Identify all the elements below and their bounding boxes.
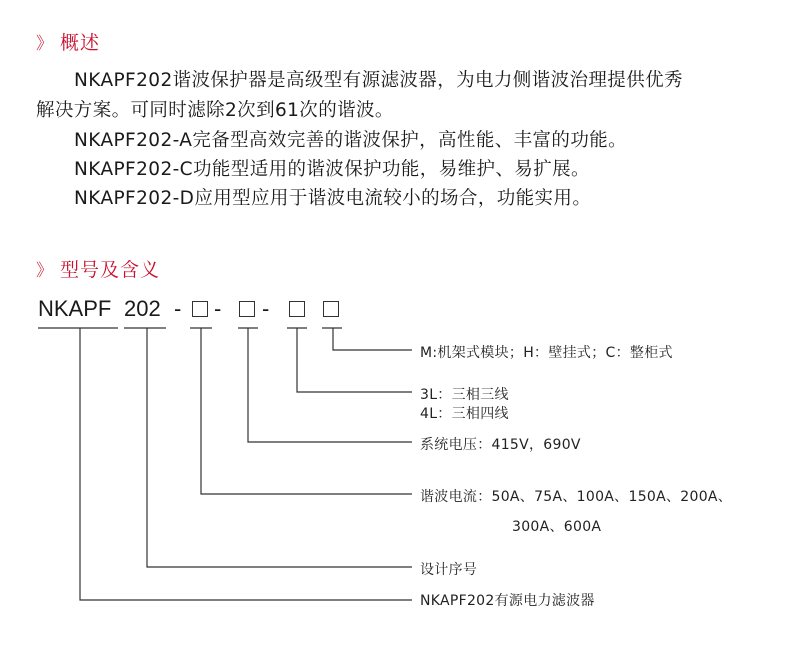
overview-line-4: NKAPF202-C功能型适用的谐波保护功能，易维护、易扩展。 [74,159,590,180]
legend-mounting: M:机架式模块；H：壁挂式；C：整柜式 [420,345,673,361]
overview-line-3: NKAPF202-A完备型高效完善的谐波保护，高性能、丰富的功能。 [74,130,628,151]
overview-line-5: NKAPF202-D应用型应用于谐波电流较小的场合，功能实用。 [74,188,592,209]
model-prefix: NKAPF [38,296,112,321]
legend-lines-4: 4L：三相四线 [420,406,509,422]
legend-design: 设计序号 [420,562,478,578]
section-title: 概述 [60,32,101,54]
chevron-mark-icon: 》 [36,34,54,54]
legend-current-1: 谐波电流：50A、75A、100A、150A、200A、 [420,489,733,505]
model-dash-3: - [262,296,270,321]
legend-product: NKAPF202有源电力滤波器 [420,593,595,609]
model-dash-1: - [174,296,182,321]
legend-lines-3: 3L：三相三线 [420,387,509,403]
legend-current-2: 300A、600A [512,519,602,535]
overview-line-2: 解决方案。可同时滤除2次到61次的谐波。 [36,100,394,121]
model-number: 202 [124,296,161,321]
section-title: 型号及含义 [60,259,161,281]
overview-line-1: NKAPF202谐波保护器是高级型有源滤波器，为电力侧谐波治理提供优秀 [74,70,683,91]
chevron-mark-icon: 》 [36,261,54,281]
legend-voltage: 系统电压：415V，690V [420,437,581,453]
model-dash-2: - [214,296,222,321]
